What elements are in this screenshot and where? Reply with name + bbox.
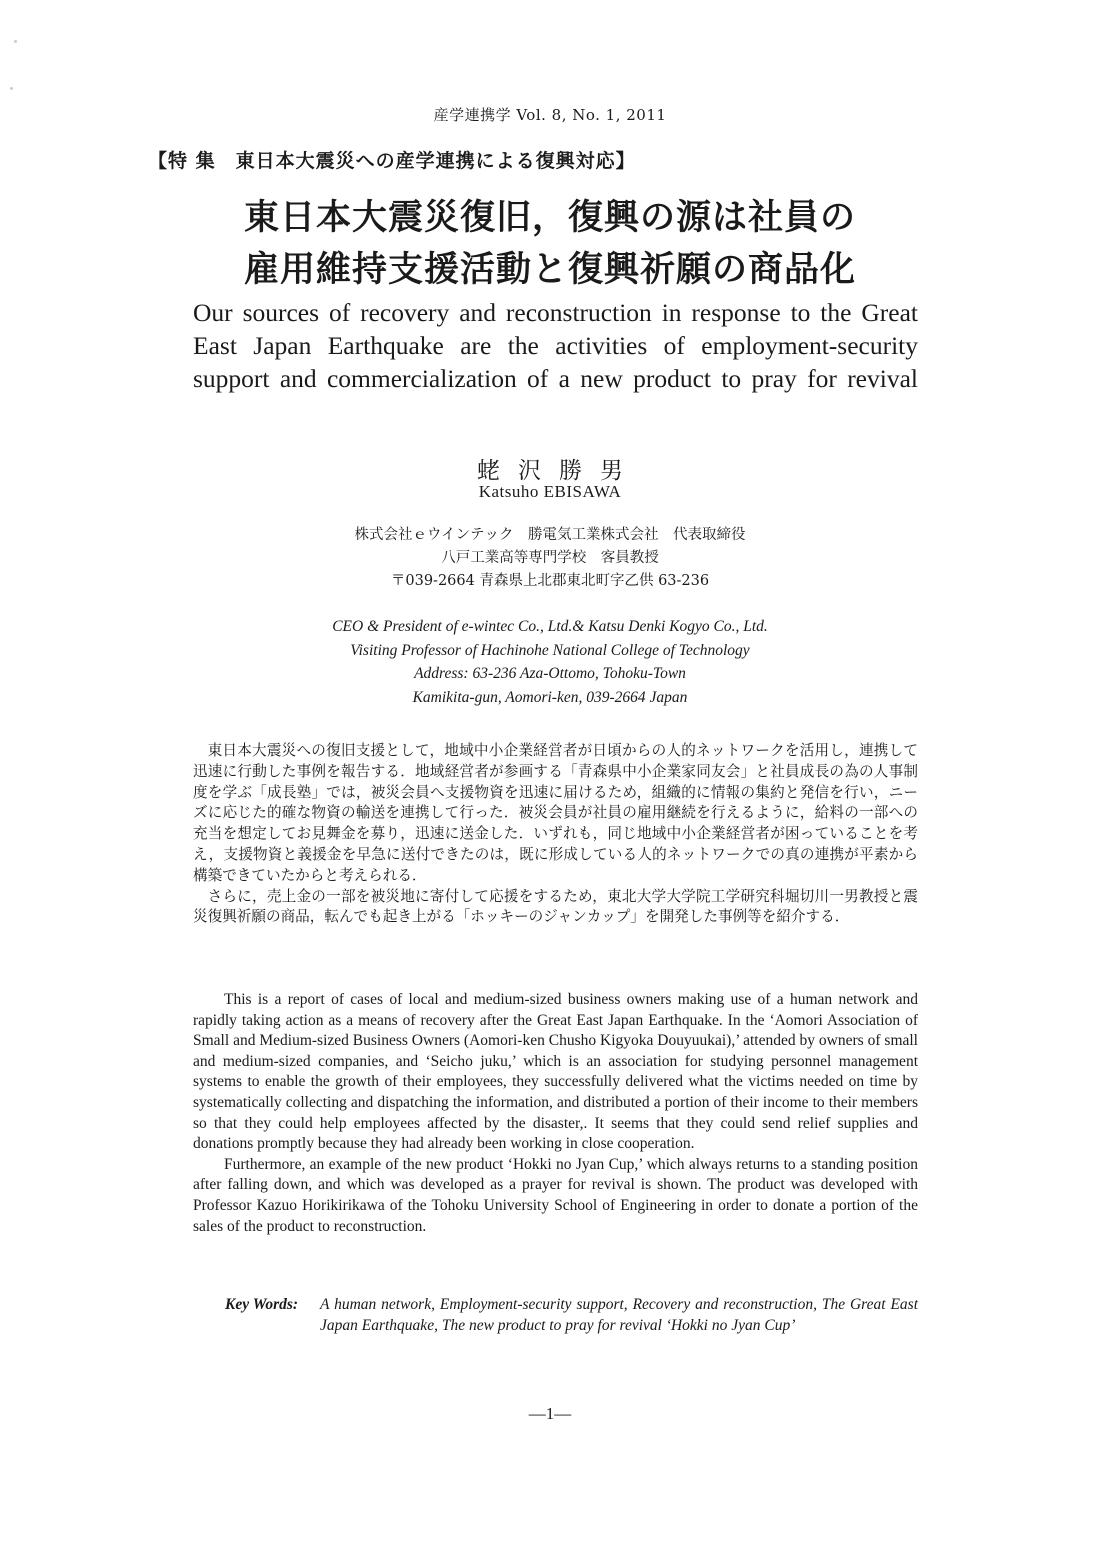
title-japanese-line: 雇用維持支援活動と復興祈願の商品化 [243, 250, 856, 290]
title-english-line: Our sources of recovery and reconstruction in response to the Great [193, 298, 918, 327]
scan-speck [10, 87, 13, 90]
keywords-label: Key Words: [225, 1296, 299, 1313]
affiliation-english [0, 615, 1100, 709]
abstract-paragraph: Furthermore, an example of the new product ‘Hokki no Jyan Cup,’ which always returns to a standing position after falling down, and which was developed as a prayer for revival is shown. The product was developed with Professor Kazuo Horikirikawa of the Tohoku University School of Engineering in order to donate a portion of the sales of the product to reconstruction. [193, 1155, 918, 1235]
keywords [225, 1295, 918, 1336]
affiliation-line: Address: 63-236 Aza-Ottomo, Tohoku-Town [414, 665, 686, 682]
title-english-line: support and commercialization of a new product to pray for revival [193, 364, 918, 393]
title-japanese-line: 東日本大震災復旧，復興の源は社員の [243, 198, 856, 238]
scan-speck [14, 40, 17, 43]
page-number: —1— [528, 1404, 572, 1423]
abstract-paragraph: さらに，売上金の一部を被災地に寄付して応援をするため，東北大学大学院工学研究科堀切川一男教授と震災復興祈願の商品，転んでも起き上がる「ホッキーのジャンカップ」を開発した事例等を紹介する． [193, 887, 918, 926]
affiliation-japanese [0, 524, 1100, 593]
affiliation-line: Kamikita-gun, Aomori-ken, 039-2664 Japan [412, 688, 688, 706]
affiliation-line: Visiting Professor of Hachinohe National College of Technology [350, 641, 750, 659]
abstract-japanese [193, 741, 918, 928]
author-name-english: Katsuho EBISAWA [478, 482, 622, 501]
affiliation-line: 株式会社ｅウインテック 勝電気工業株式会社 代表取締役 [354, 527, 746, 543]
title-english-line: East Japan Earthquake are the activities of employment-security [193, 331, 918, 360]
abstract-paragraph: 東日本大震災への復旧支援として，地域中小企業経営者が日頃からの人的ネットワークを活用し，連携して迅速に行動した事例を報告する．地域経営者が参画する「青森県中小企業家同友会」と社員成長の為の人事制度を学ぶ「成長塾」では，被災会員へ支援物資を迅速に届けるため，組織的に情報の集約と発信を行い，ニーズに応じた的確な物資の輸送を連携して行った．被災会員が社員の雇用継続を行えるように，給料の一部への充当を想定してお見舞金を募り，迅速に送金した．いずれも，同じ地域中小企業経営者が困っていることを考え，支援物資と義援金を早急に送付できたのは，既に形成している人的ネットワークでの真の連携が平素から構築できていたからと考えられる． [193, 742, 918, 884]
author-name-japanese: 蛯沢勝男 [477, 458, 641, 484]
abstract-paragraph: This is a report of cases of local and medium-sized business owners making use of a human network and rapidly taking action as a means of recovery after the Great East Japan Earthquake. In the ‘Aomori Association of Small and Medium-sized Business Owners (Aomori-ken Chusho Kigyoka Douyuukai),’ attended by owners of small and medium-sized companies, and ‘Seicho juku,’ which is an association for studying personnel management systems to enable the growth of their employees, they successfully delivered what the victims needed on time by systematically collecting and dispatching the information, and distributed a portion of their income to their members so that they could help employees affected by the disaster,. It seems that they could send relief supplies and donations promptly because they had already been working in close cooperation. [193, 991, 918, 1153]
abstract-english [193, 990, 918, 1237]
affiliation-line: CEO & President of e-wintec Co., Ltd.& Katsu Denki Kogyo Co., Ltd. [332, 618, 768, 635]
keywords-text: A human network, Employment-security support, Recovery and reconstruction, The Great East Japan Earthquake, The new product to pray for revival ‘Hokki no Jyan Cup’ [320, 1296, 918, 1334]
title-english [193, 296, 918, 395]
journal-header: 産学連携学 Vol. 8, No. 1, 2011 [433, 106, 667, 124]
title-japanese [0, 192, 1100, 296]
affiliation-line: 〒039-2664 青森県上北郡東北町字乙供 63-236 [390, 573, 710, 589]
special-feature-heading: 【特 集 東日本大震災への産学連携による復興対応】 [148, 150, 636, 172]
affiliation-line: 八戸工業高等専門学校 客員教授 [441, 550, 659, 566]
